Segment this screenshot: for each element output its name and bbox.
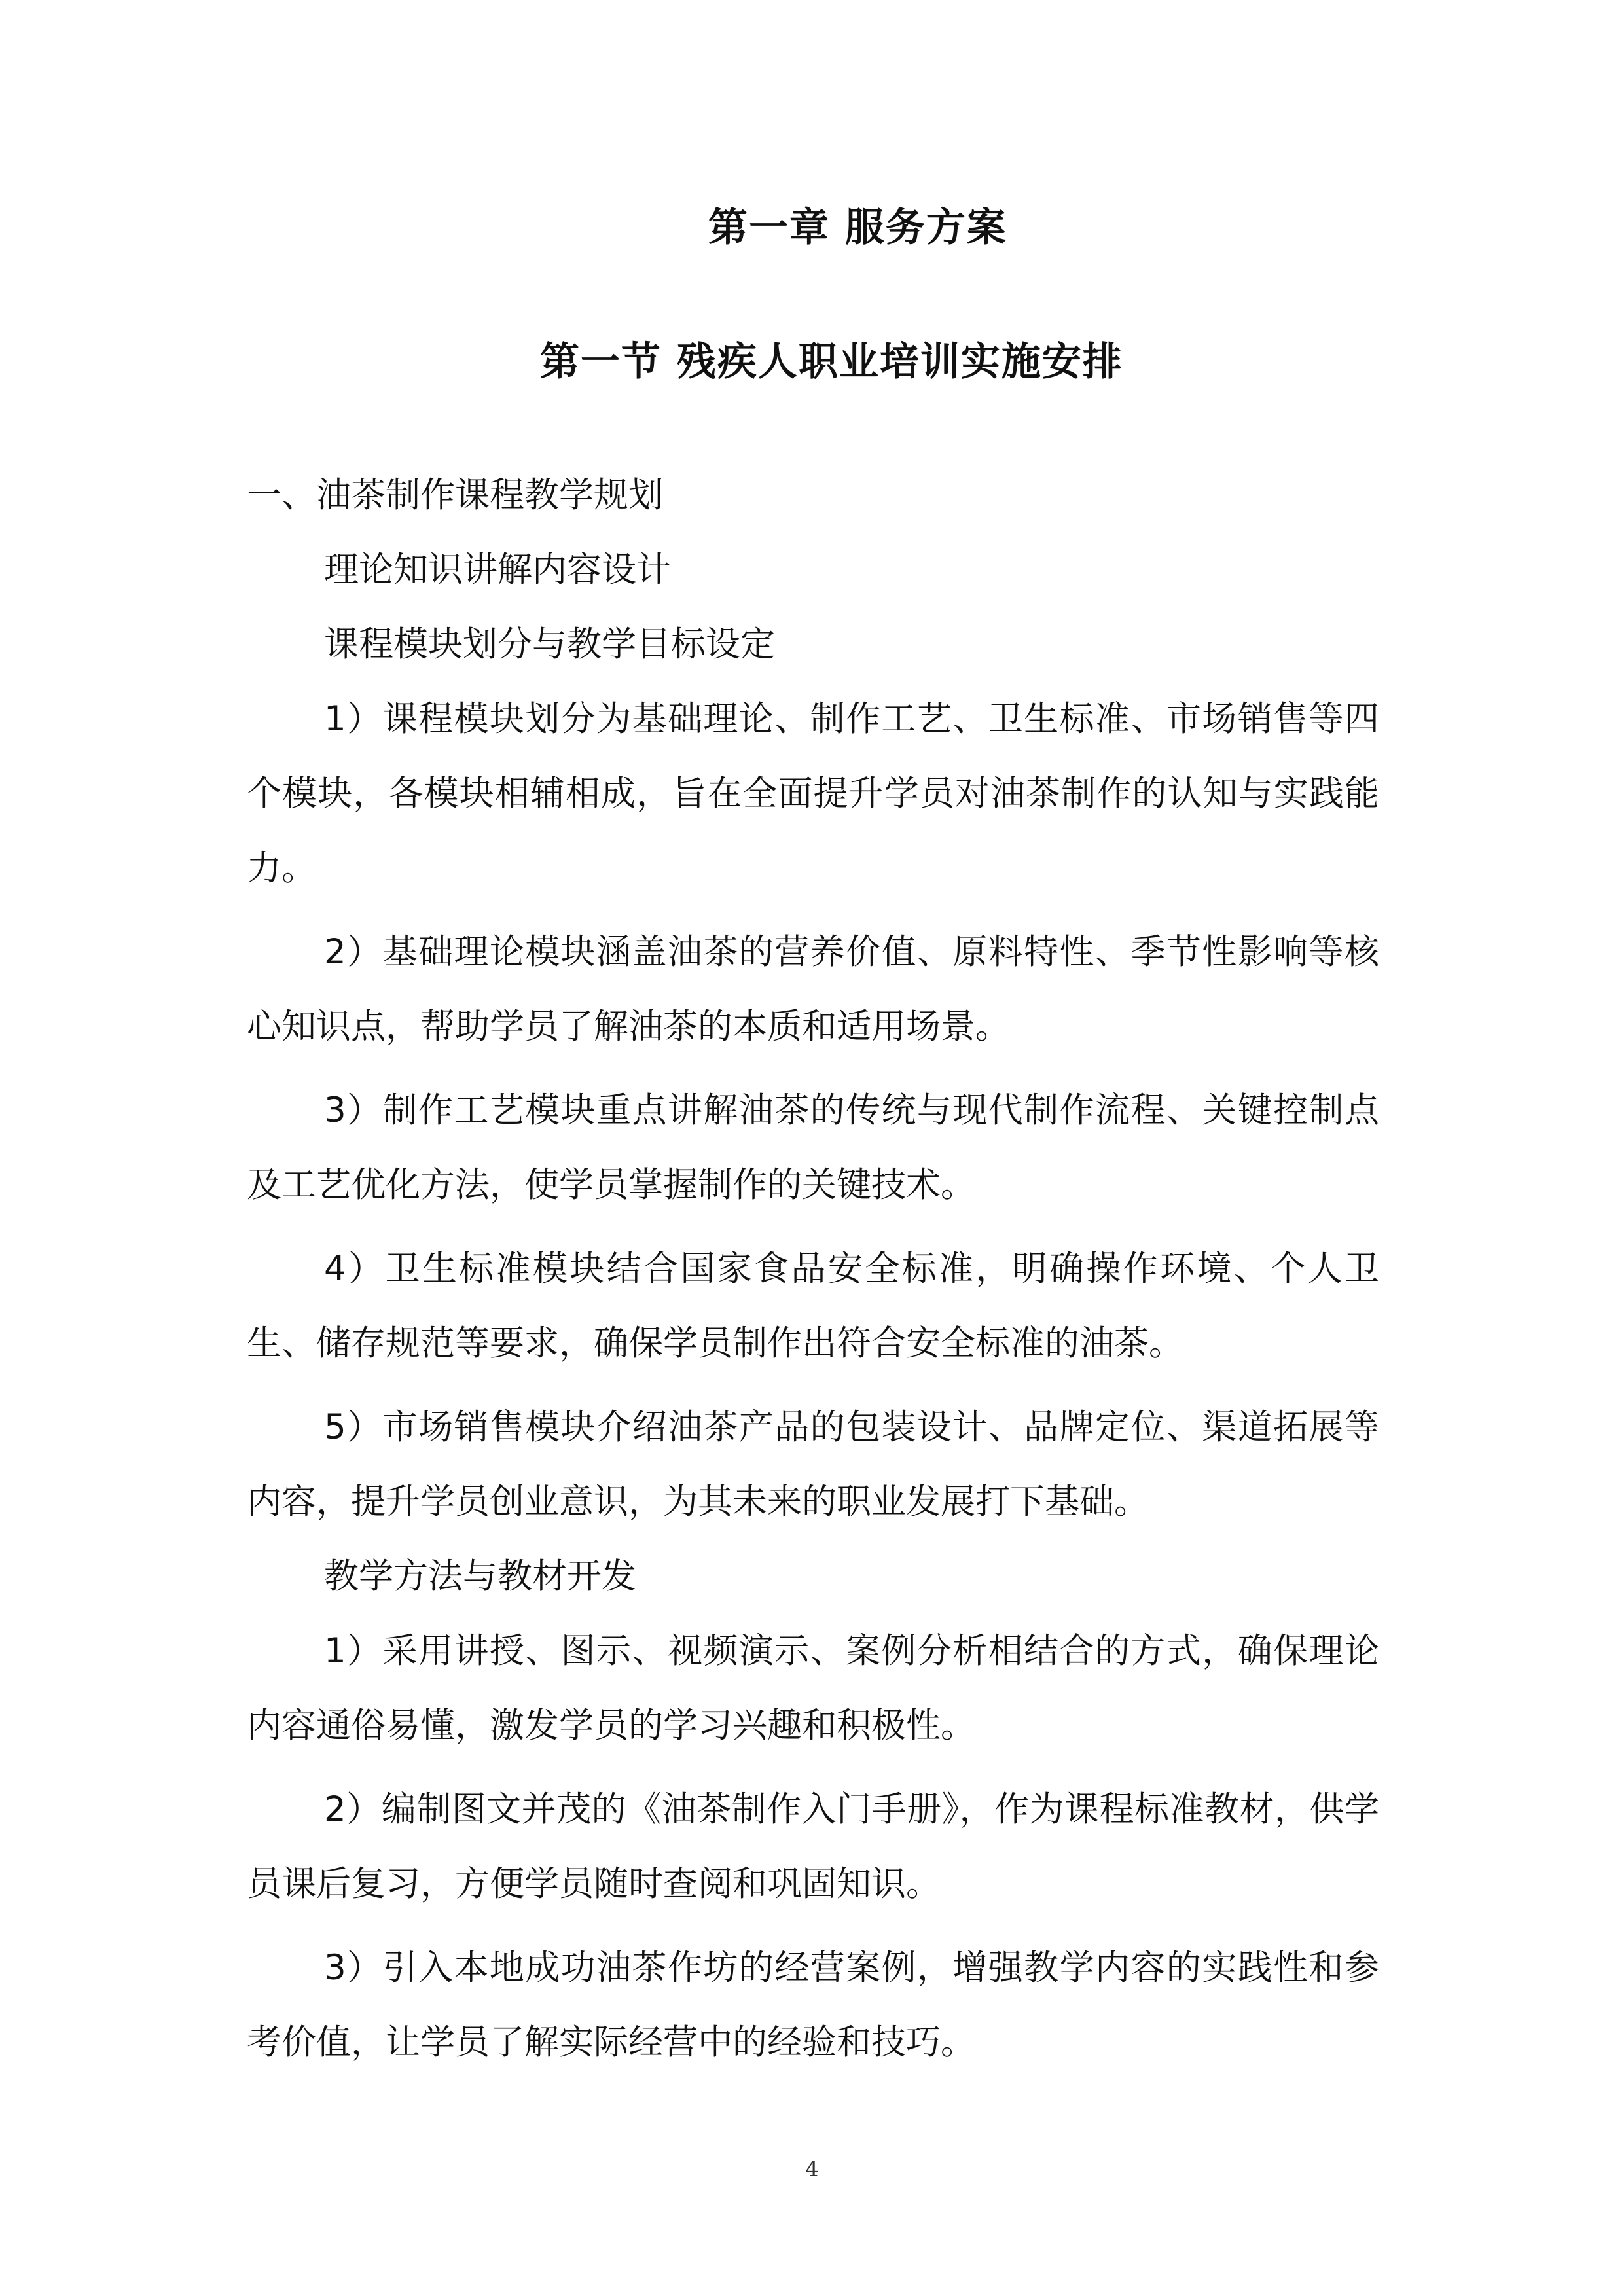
paragraph: 3）制作工艺模块重点讲解油茶的传统与现代制作流程、关键控制点及工艺优化方法，使学员掌握制作的关键技术。: [247, 1090, 1379, 1205]
paragraph: 4）卫生标准模块结合国家食品安全标准，明确操作环境、个人卫生、储存规范等要求，确保学员制作出符合安全标准的油茶。: [247, 1249, 1379, 1363]
subheading: 教学方法与教材开发: [324, 1556, 636, 1596]
paragraph: 2）基础理论模块涵盖油茶的营养价值、原料特性、季节性影响等核心知识点，帮助学员了解油茶的本质和适用场景。: [247, 932, 1379, 1047]
subheading: 理论知识讲解内容设计: [324, 550, 671, 590]
section-heading: 一、油茶制作课程教学规划: [247, 475, 663, 515]
section-title: 第一节 残疾人职业培训实施安排: [540, 339, 1123, 385]
paragraph: 2）编制图文并茂的《油茶制作入门手册》，作为课程标准教材，供学员课后复习，方便学员随时查阅和巩固知识。: [247, 1789, 1379, 1904]
page-number: 4: [805, 2157, 819, 2181]
subheading: 课程模块划分与教学目标设定: [324, 624, 775, 664]
paragraph: 3）引入本地成功油茶作坊的经营案例，增强教学内容的实践性和参考价值，让学员了解实际经营中的经验和技巧。: [247, 1948, 1379, 2062]
chapter-title: 第一章 服务方案: [708, 205, 1007, 251]
paragraph: 1）课程模块划分为基础理论、制作工艺、卫生标准、市场销售等四个模块，各模块相辅相成，旨在全面提升学员对油茶制作的认知与实践能力。: [247, 699, 1379, 888]
body-text: [247, 458, 1379, 2080]
paragraph: 1）采用讲授、图示、视频演示、案例分析相结合的方式，确保理论内容通俗易懂，激发学员的学习兴趣和积极性。: [247, 1631, 1379, 1746]
paragraph: 5）市场销售模块介绍油茶产品的包装设计、品牌定位、渠道拓展等内容，提升学员创业意识，为其未来的职业发展打下基础。: [247, 1407, 1379, 1522]
